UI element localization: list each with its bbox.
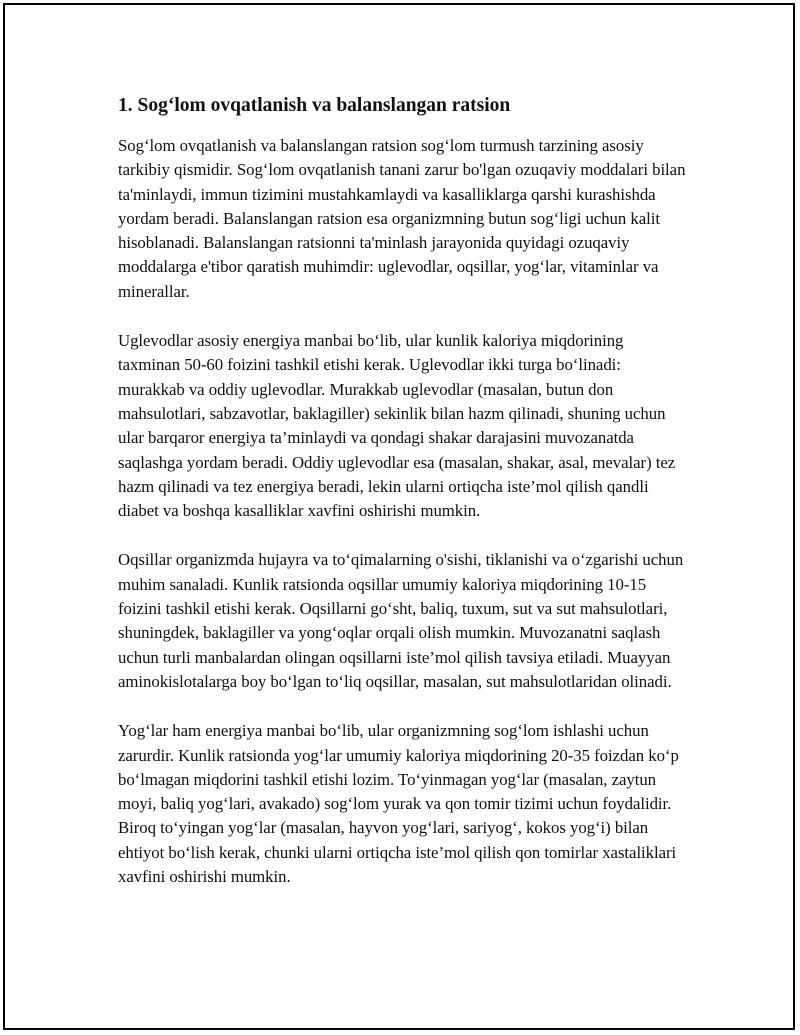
paragraph-intro: Sog‘lom ovqatlanish va balanslangan ratsion sog‘lom turmush tarzining asosiy tarkibiy qismidir. Sog‘lom ovqatlanish tanani zarur bo'lgan ozuqaviy moddalari bilan ta'minlaydi, immun tizimini mustahkamlaydi va kasalliklarga qarshi kurashishda yordam beradi. Balanslangan ratsion esa organizmning butun sog‘ligi uchun kalit hisoblanadi. Balanslangan ratsionni ta'minlash jarayonida quyidagi ozuqaviy moddalarga e'tibor qaratish muhimdir: uglevodlar, oqsillar, yog‘lar, vitaminlar va minerallar.: [118, 136, 686, 301]
paragraph-fats: Yog‘lar ham energiya manbai bo‘lib, ular organizmning sog‘lom ishlashi uchun zarurdir. Kunlik ratsionda yog‘lar umumiy kaloriya miqdorining 20-35 foizdan ko‘p bo‘lmagan miqdorini tashkil etishi lozim. To‘yinmagan yog‘lar (masalan, zaytun moyi, baliq yog‘lari, avakado) sog‘lom yurak va qon tomir tizimi uchun foydalidir. Biroq to‘yingan yog‘lar (masalan, hayvon yog‘lari, sariyog‘, kokos yog‘i) bilan ehtiyot bo‘lish kerak, chunki ularni ortiqcha iste’mol qilish qon tomirlar xastaliklari xavfini oshirishi mumkin.: [118, 721, 679, 887]
paragraph-carbohydrates: Uglevodlar asosiy energiya manbai bo‘lib, ular kunlik kaloriya miqdorining taxminan 50-60 foizini tashkil etishi kerak. Uglevodlar ikki turga bo‘linadi: murakkab va oddiy uglevodlar. Murakkab uglevodlar (masalan, butun don mahsulotlari, sabzavotlar, baklagiller) sekinlik bilan hazm qilinadi, shuning uchun ular barqaror energiya ta’minlaydi va qondagi shakar darajasini muvozanatda saqlashga yordam beradi. Oddiy uglevodlar esa (masalan, shakar, asal, mevalar) tez hazm qilinadi va tez energiya beradi, lekin ularni ortiqcha iste’mol qilish qandli diabet va boshqa kasalliklar xavfini oshirishi mumkin.: [118, 331, 676, 521]
document-body: [118, 92, 688, 914]
document-title: 1. Sog‘lom ovqatlanish va balanslangan ratsion: [118, 95, 511, 116]
paragraph-proteins: Oqsillar organizmda hujayra va to‘qimalarning o'sishi, tiklanishi va o‘zgarishi uchun muhim sanaladi. Kunlik ratsionda oqsillar umumiy kaloriya miqdorining 10-15 foizini tashkil etishi kerak. Oqsillarni go‘sht, baliq, tuxum, sut va sut mahsulotlari, shuningdek, baklagiller va yong‘oqlar orqali olish mumkin. Muvozanatni saqlash uchun turli manbalardan olingan oqsillarni iste’mol qilish tavsiya etiladi. Muayyan aminokislotalarga boy bo‘lgan to‘liq oqsillar, masalan, sut mahsulotlaridan olinadi.: [118, 550, 684, 691]
